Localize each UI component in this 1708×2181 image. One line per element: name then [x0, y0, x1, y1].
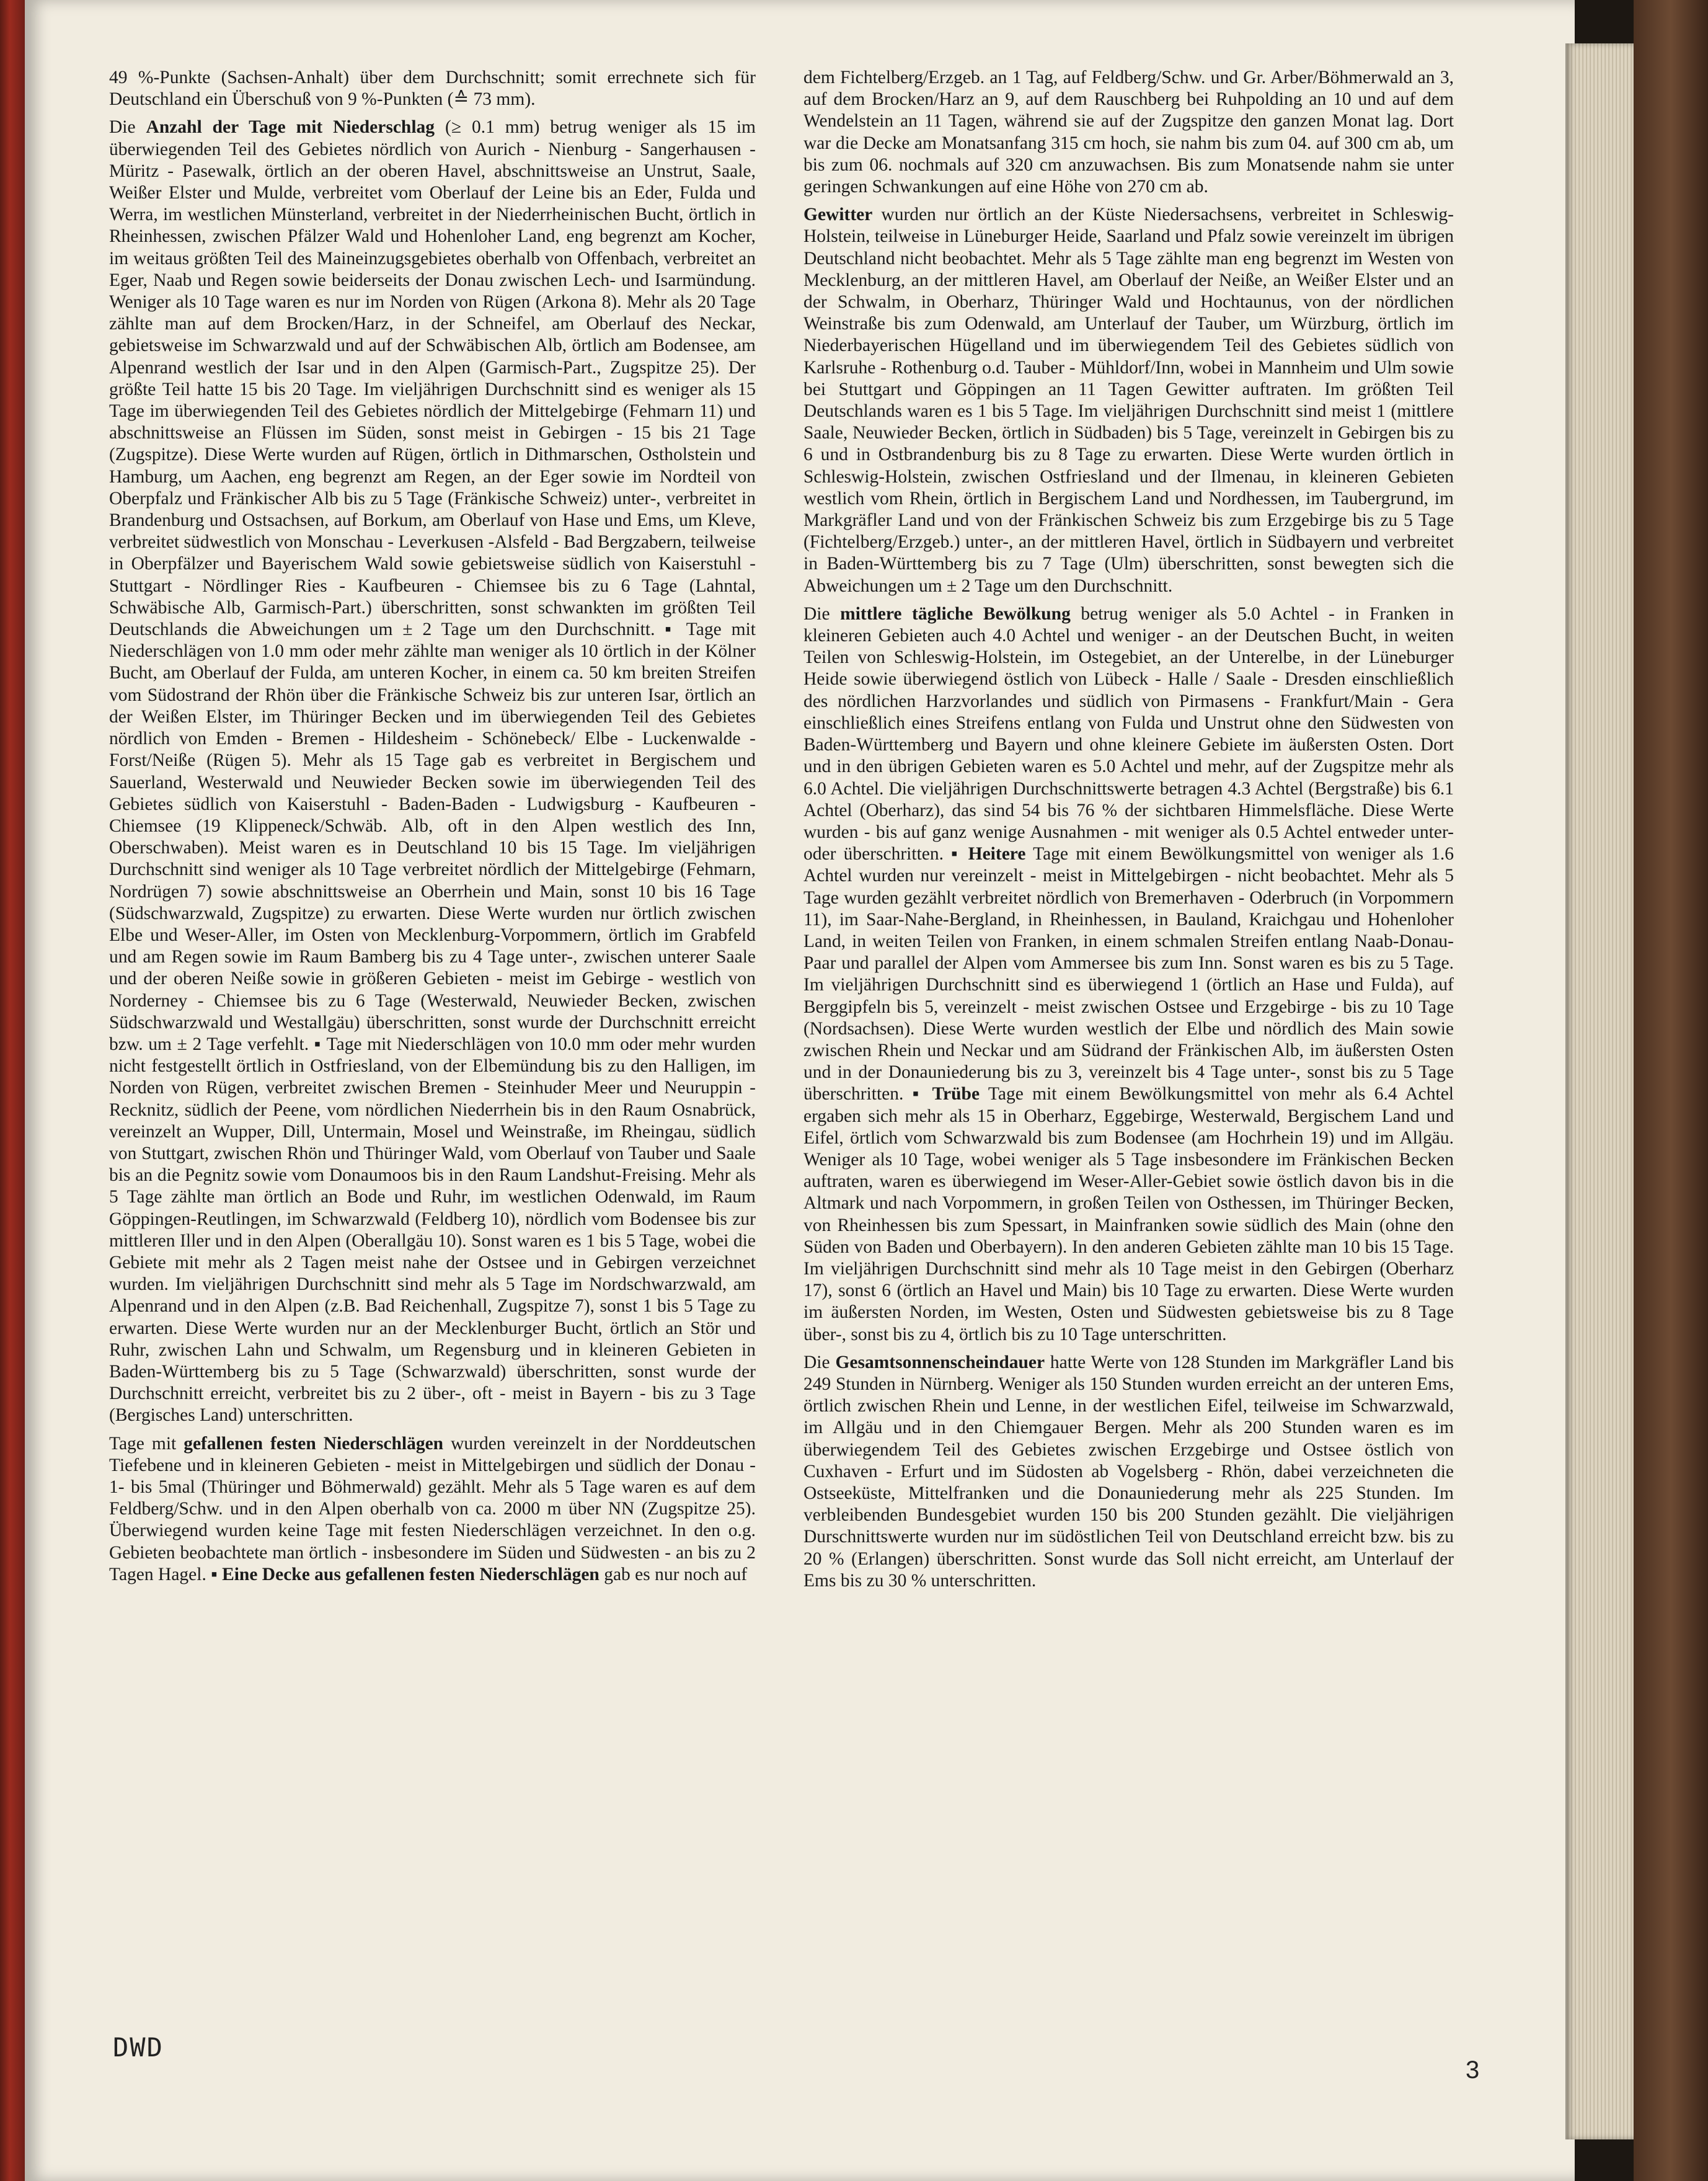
heading-precipitation-days: Anzahl der Tage mit Niederschlag	[146, 117, 435, 138]
paragraph-sunshine: Die Gesamtsonnenscheindauer hatte Werte von 128 Stunden im Markgräfler Land bis 249 Stunden in Nürnberg. Weniger als 150 Stunden wurden erreicht an der unteren Ems, örtlich zwischen Rhein und Lenne, in der westlichen Eifel, teilweise im Schwarzwald, im Allgäu und in den Chiemgauer Bergen. Mehr als 200 Stunden waren es im überwiegendem Teil des Gebietes zwischen Erzgebirge und Ostsee östlich von Cuxhaven - Erfurt und im Südosten ab Vogelsberg - Rhön, dabei verzeichneten die Ostseeküste, Mittelfranken und die Donauniederung mehr als 225 Stunden. Im verbleibenden Bundesgebiet wurden 150 bis 200 Stunden gezählt. Die vieljährigen Durschnittswerte wurden nur im südöstlichen Teil von Deutschland erreicht bzw. bis zu 20 % (Erlangen) überschritten. Sonst wurde das Soll nicht erreicht, am Unterlauf der Ems bis zu 30 % unterschritten.	[803, 1352, 1454, 1591]
book-cover-right	[1634, 0, 1708, 2181]
heading-clear-days: Heitere	[968, 844, 1026, 864]
paragraph-thunderstorms: Gewitter wurden nur örtlich an der Küste Niedersachsens, verbreitet in Schleswig-Holstein, teilweise in Lüneburger Heide, Saarland und Pfalz sowie vereinzelt im übrigen Deutschland nicht beobachtet. Mehr als 5 Tage zählte man eng begrenzt im Westen von Mecklenburg, an der mittleren Havel, am Oberlauf der Neiße, an Weißer Elster und an der Schwalm, in Oberharz, Thüringer Wald und Hochtaunus, von der nördlichen Weinstraße bis zum Odenwald, am Unterlauf der Tauber, um Würzburg, örtlich im Niederbayerischen Hügelland und im überwiegendem Teil des Gebietes südlich von Karlsruhe - Rothenburg o.d. Tauber - Mühldorf/Inn, wobei in Mannheim und Ulm sowie bei Stuttgart und Göppingen an 11 Tagen Gewitter auftraten. Im größten Teil Deutschlands waren es 1 bis 5 Tage. Im vieljährigen Durchschnitt sind meist 1 (mittlere Saale, Neuwieder Becken, örtlich in Südbaden) bis 5 Tage, vereinzelt in Gebirgen bis zu 6 und in Ostbrandenburg bis zu 8 Tage zu erwarten. Diese Werte wurden örtlich in Schleswig-Holstein, zwischen Ostfriesland und der Ilmenau, in kleineren Gebieten westlich vom Rhein, örtlich in Bergischem Land und Nordhessen, im Taubergrund, im Markgräfler Land und von der Fränkischen Schweiz bis zum Erzgebirge bis zu 5 Tage (Fichtelberg/Erzgeb.) unter-, an der mittleren Havel, örtlich in Südbayern und verbreitet in Baden-Württemberg bis zu 7 Tage (Ulm) überschritten, sonst bewegten sich die Abweichungen um ± 2 Tage um den Durchschnitt.	[803, 205, 1454, 596]
paragraph-cloudiness: Die mittlere tägliche Bewölkung betrug weniger als 5.0 Achtel - in Franken in kleineren Gebieten auch 4.0 Achtel und weniger - an der Deutschen Bucht, in weiten Teilen von Schleswig-Holstein, im Ostegebiet, an der Unterelbe, in der Lüneburger Heide sowie überwiegend östlich von Lübeck - Halle / Saale - Dresden einschließlich des nördlichen Harzvorlandes und südlich von Pirmasens - Frankfurt/Main - Gera einschließlich eines Streifens entlang von Fulda und Unstrut ohne den Südwesten von Baden-Württemberg und Bayern und ohne kleinere Gebiete im äußersten Osten. Dort und in den übrigen Gebieten waren es 5.0 Achtel und mehr, auf der Zugspitze mehr als 6.0 Achtel. Die vieljährigen Durchschnittswerte betragen 4.3 Achtel (Bergstraße) bis 6.1 Achtel (Oberharz), das sind 54 bis 76 % der sichtbaren Himmelsfläche. Diese Werte wurden - bis auf ganz wenige Ausnahmen - mit weniger als 0.5 Achtel entweder unter- oder überschritten. ▪ Heitere Tage mit einem Bewölkungsmittel von weniger als 1.6 Achtel wurden nur vereinzelt - meist in Mittelgebirgen - nicht beobachtet. Mehr als 5 Tage wurden gezählt verbreitet nördlich von Bremerhaven - Oderbruch (in Vorpommern 11), im Saar-Nahe-Bergland, in Rheinhessen, in Bauland, Kraichgau und Hohenloher Land, in weiten Teilen von Franken, in einem schmalen Streifen entlang Naab-Donau-Paar und parallel der Alpen vom Ammersee bis zum Inn. Sonst waren es bis zu 5 Tage. Im vieljährigen Durchschnitt sind es überwiegend 1 (örtlich an Hase und Fulda), auf Berggipfeln bis 5, vereinzelt - meist zwischen Ostsee und Erzgebirge - bis zu 10 Tage (Nordsachsen). Diese Werte wurden westlich der Elbe und nördlich des Main sowie zwischen Rhein und Neckar und am Südrand der Fränkischen Alb, im äußersten Osten und in der Donauniederung bis zu 3, vereinzelt bis 4 Tage unter-, sonst bis zu 5 Tage überschritten. ▪ Trübe Tage mit einem Bewölkungsmittel von mehr als 6.4 Achtel ergaben sich mehr als 15 in Oberharz, Eggebirge, Westerwald, Bergischem Land und Eifel, örtlich vom Schwarzwald bis zum Bodensee (am Hochrhein 19) und im Allgäu. Weniger als 10 Tage, wobei weniger als 5 Tage insbesondere im Fränkischen Becken auftraten, waren es überwiegend im Weser-Aller-Gebiet sowie östlich davon bis in die Altmark und nach Vorpommern, in großen Teilen von Osthessen, im Thüringer Becken, von Rheinhessen bis zum Spessart, in Mainfranken sowie südlich des Main (ohne den Süden von Baden und Oberbayern). In den anderen Gebieten zählte man 10 bis 15 Tage. Im vieljährigen Durchschnitt sind mehr als 10 Tage meist in den Gebirgen (Oberharz 17), sonst 6 (örtlich an Havel und Main) bis 10 Tage zu erwarten. Diese Werte wurden im äußersten Norden, im Westen, Osten und Südwesten gebietsweise bis zu 8 Tage über-, sonst bis zu 4, örtlich bis zu 10 Tage unterschritten.	[803, 603, 1454, 1344]
bullet-mark: ▪	[206, 1564, 223, 1584]
paragraph-snow-cover-continued: dem Fichtelberg/Erzgeb. an 1 Tag, auf Feldberg/Schw. und Gr. Arber/Böhmerwald an 3, auf dem Brocken/Harz an 9, auf dem Rauschberg bei Ruhpolding an 10 und auf dem Wendelstein an 11 Tagen, während sie auf der Zugspitze den ganzen Monat lag. Dort war die Decke am Monatsanfang 315 cm hoch, sie nahm bis zum 04. auf 300 cm ab, um bis zum 06. nochmals auf 320 cm anzuwachsen. Bis zum Monatsende nahm sie unter geringen Schwankungen auf eine Höhe von 270 cm ab.	[803, 68, 1454, 197]
heading-solid-precipitation: gefallenen festen Niederschlägen	[184, 1433, 444, 1454]
bullet-mark: ▪	[903, 1084, 932, 1104]
book-spine-left	[0, 0, 25, 2181]
right-text-column	[803, 67, 1454, 1598]
paragraph-solid-precipitation: Tage mit gefallenen festen Niederschlägen wurden vereinzelt in der Norddeutschen Tiefebene und in kleineren Gebieten - meist in Mittelgebirgen und südlich der Donau - 1- bis 5mal (Thüringer und Böhmerwald) gezählt. Mehr als 5 Tage waren es auf dem Feldberg/Schw. und in den Alpen oberhalb von ca. 2000 m über NN (Zugspitze 25). Überwiegend wurden keine Tage mit festen Niederschlägen verzeichnet. In den o.g. Gebieten beobachtete man örtlich - insbesondere im Süden und Südwesten - an bis zu 2 Tagen Hagel. ▪ Eine Decke aus gefallenen festen Niederschlägen gab es nur noch auf	[109, 1433, 756, 1584]
left-text-column	[109, 67, 756, 1592]
paragraph-precipitation-days: Die Anzahl der Tage mit Niederschlag (≥ 0.1 mm) betrug weniger als 15 im überwiegenden Teil des Gebietes nördlich von Aurich - Nienburg - Sangerhausen - Müritz - Pasewalk, örtlich an der oberen Havel, abschnittsweise an Unstrut, Saale, Weißer Elster und Mulde, verbreitet vom Oberlauf der Leine bis an Eder, Fulda und Werra, im westlichen Münsterland, verbreitet in der Niederrheinischen Bucht, örtlich in Rheinhessen, zwischen Pfälzer Wald und Hohenloher Land, eng begrenzt am Kocher, im weitaus größten Teil des Maineinzugsgebietes oberhalb von Offenbach, verbreitet an Eger, Naab und Regen sowie beiderseits der Donau zwischen Lech- und Isarmündung. Weniger als 10 Tage waren es nur im Norden von Rügen (Arkona 8). Mehr als 20 Tage zählte man auf dem Brocken/Harz, in der Schneifel, am Oberlauf des Neckar, gebietsweise im Schwarzwald und auf der Schwäbischen Alb, örtlich am Bodensee, am Alpenrand westlich der Isar und in den Alpen (Garmisch-Part., Zugspitze 25). Der größte Teil hatte 15 bis 20 Tage. Im vieljährigen Durchschnitt sind es weniger als 15 Tage im überwiegenden Teil des Gebietes nördlich der Mittelgebirge (Fehmarn 11) und abschnittsweise an Flüssen im Süden, sonst meist in Gebirgen - 15 bis 21 Tage (Zugspitze). Diese Werte wurden auf Rügen, örtlich in Dithmarschen, Ostholstein und Hamburg, um Aachen, eng begrenzt am Regen, an der Eger sowie im Nordteil von Oberpfalz und Fränkischer Alb bis zu 5 Tage (Fränkische Schweiz) unter-, verbreitet in Brandenburg und Ostsachsen, auf Borkum, am Oberlauf von Hase und Ems, um Kleve, verbreitet südwestlich von Monschau - Leverkusen -Alsfeld - Bad Bergzabern, teilweise in Oberpfälzer und Bayerischem Wald sowie gebietsweise südlich von Kaiserstuhl - Stuttgart - Nördlinger Ries - Kaufbeuren - Chiemsee bis zu 6 Tage (Lahntal, Schwäbische Alb, Garmisch-Part.) überschritten, sonst schwankten im größten Teil Deutschlands die Abweichungen um ± 2 Tage um den Durchschnitt. ▪ Tage mit Niederschlägen von 1.0 mm oder mehr zählte man weniger als 10 örtlich in der Kölner Bucht, am Oberlauf der Fulda, am unteren Kocher, in einem ca. 50 km breiten Streifen vom Südostrand der Rhön über die Fränkische Schweiz bis zur unteren Isar, örtlich an der Weißen Elster, im Thüringer Becken und im überwiegenden Teil des Gebietes nördlich von Emden - Bremen - Hildesheim - Schönebeck/ Elbe - Luckenwalde - Forst/Neiße (Rügen 5). Mehr als 15 Tage gab es verbreitet in Bergischem und Sauerland, Westerwald und Neuwieder Becken sowie im überwiegenden Teil des Gebietes südlich von Kaiserstuhl - Baden-Baden - Ludwigsburg - Kaufbeuren - Chiemsee (19 Klippeneck/Schwäb. Alb, oft in den Alpen westlich des Inn, Oberschwaben). Meist waren es in Deutschland 10 bis 15 Tage. Im vieljährigen Durchschnitt sind weniger als 10 Tage verbreitet nördlich der Mittelgebirge (Fehmarn, Nordrügen 7) sowie abschnittsweise an Oberrhein und Main, sonst 10 bis 16 Tage (Südschwarzwald, Zugspitze) zu erwarten. Diese Werte wurden nur örtlich zwischen Elbe und Weser-Aller, im Osten von Mecklenburg-Vorpommern, örtlich im Grabfeld und am Regen sowie im Raum Bamberg bis zu 4 Tage unter-, zwischen unterer Saale und der oberen Neiße sowie in größeren Gebieten - meist im Gebirge - westlich von Norderney - Chiemsee bis zu 6 Tage (Westerwald, Neuwieder Becken, zwischen Südschwarzwald und Westallgäu) überschritten, sonst wurde der Durchschnitt erreicht bzw. um ± 2 Tage verfehlt. ▪ Tage mit Niederschlägen von 10.0 mm oder mehr wurden nicht festgestellt örtlich in Ostfriesland, von der Elbemündung bis zu den Halligen, im Norden von Rügen, verbreitet zwischen Bremen - Steinhuder Meer und Neuruppin - Recknitz, südlich der Peene, vom nördlichen Niederrhein bis in den Raum Osnabrück, vereinzelt an Wupper, Dill, Untermain, Mosel und Weinstraße, im Rheingau, südlich von Stuttgart, zwischen Rhön und Thüringer Wald, vom Oberlauf von Tauber und Saale bis an die Pegnitz sowie vom Donaumoos bis in den Raum Landshut-Freising. Mehr als 5 Tage zählte man örtlich an Bode und Ruhr, im westlichen Odenwald, im Raum Göppingen-Reutlingen, im Schwarzwald (Feldberg 10), nördlich vom Bodensee bis zur mittleren Iller und in den Alpen (Oberallgäu 10). Sonst waren es 1 bis 5 Tage, wobei die Gebiete mit mehr als 2 Tagen meist nahe der Ostsee und in Gebirgen verzeichnet wurden. Im vieljährigen Durchschnitt sind mehr als 5 Tage im Nordschwarzwald, am Alpenrand und in den Alpen (z.B. Bad Reichenhall, Zugspitze 7), sonst 1 bis 5 Tage zu erwarten. Diese Werte wurden nur an der Mecklenburger Bucht, örtlich an Stör und Ruhr, zwischen Lahn und Schwalm, um Regensburg und in kleineren Gebieten in Baden-Württemberg bis zu 5 Tage (Schwarzwald) überschritten, sonst wurde der Durchschnitt erreicht, verbreitet bis zu 2 über-, oft - meist in Bayern - bis zu 3 Tage (Bergisches Land) unterschritten.	[109, 117, 756, 1426]
page-edges	[1565, 43, 1634, 2139]
bullet-mark: ▪	[943, 844, 968, 864]
heading-thunderstorms: Gewitter	[803, 205, 873, 225]
heading-cloudiness: mittlere tägliche Bewölkung	[840, 603, 1071, 624]
heading-snow-cover: Eine Decke aus gefallenen festen Niederschlägen	[222, 1564, 600, 1584]
paragraph-precipitation-excess: 49 %-Punkte (Sachsen-Anhalt) über dem Durchschnitt; somit errechnete sich für Deutschland ein Überschuß von 9 %-Punkten (≙ 73 mm).	[109, 68, 756, 110]
heading-sunshine: Gesamtsonnenscheindauer	[835, 1352, 1045, 1372]
page-number: 3	[1466, 2056, 1480, 2084]
dwd-footer-mark: DWD	[113, 2032, 164, 2063]
heading-overcast-days: Trübe	[932, 1084, 980, 1104]
